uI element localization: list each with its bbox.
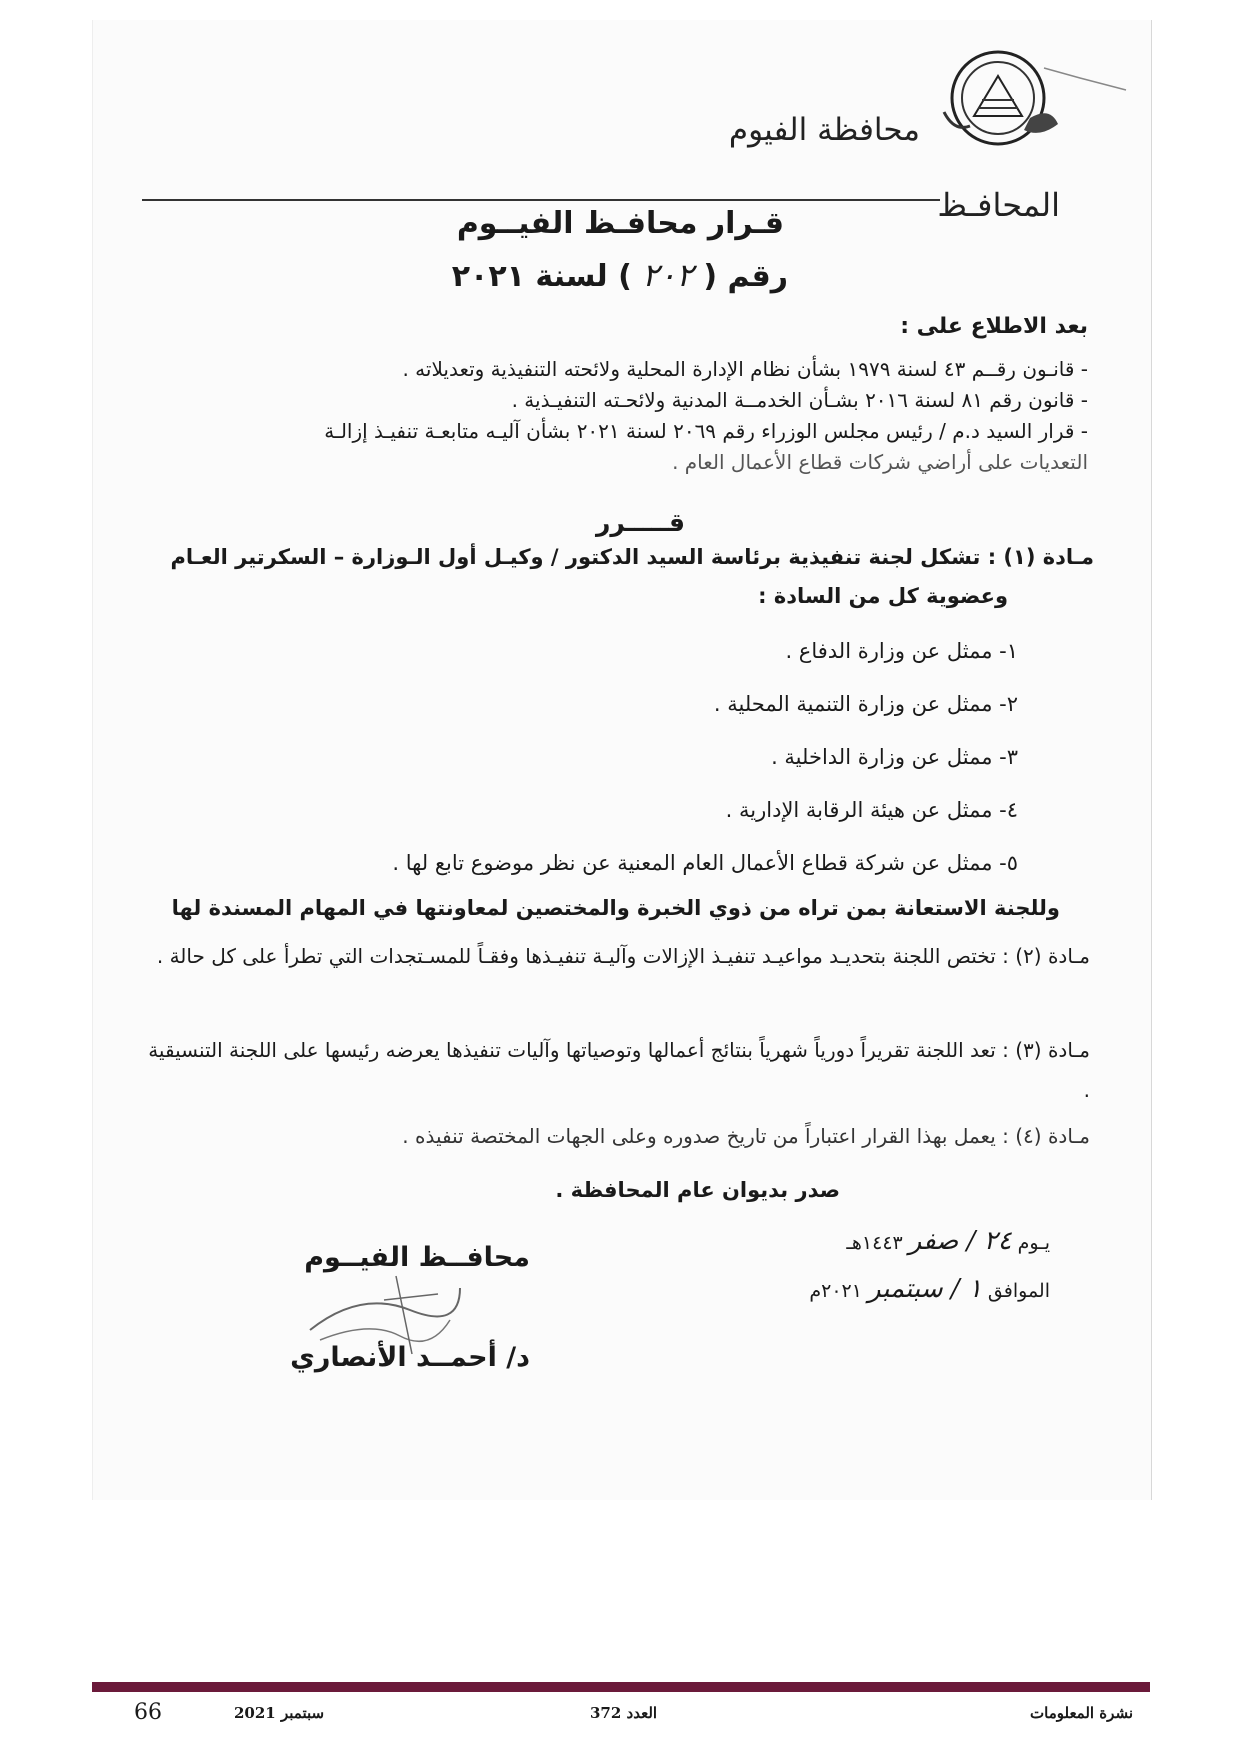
decree-number [452,256,788,294]
list-item: ٤- ممثل عن هيئة الرقابة الإدارية . [725,798,1018,822]
date-hijri [846,1226,1050,1256]
after-review-heading: بعد الاطلاع على : [900,314,1088,339]
scan-mark-icon [1040,60,1130,100]
list-item: - قرار السيد د.م / رئيس مجلس الوزراء رقم ٢٠٦٩ لسنة ٢٠٢١ بشأن آليـه متابعـة تنفيـذ إزالـة [324,419,1088,443]
decree-number-handwritten: ٢٠٢ [641,256,694,294]
decree-title: قـرار محافـظ الفيــوم [456,206,784,241]
footer-bar [92,1682,1150,1692]
decree-number-suffix: ) لسنة ٢٠٢١ [451,259,632,294]
list-item: التعديات على أراضي شركات قطاع الأعمال العام . [672,450,1088,474]
article-3: مـادة (٣) : تعد اللجنة تقريراً دورياً شهرياً بنتائج أعمالها وتوصياتها وآليات تنفيذها يعرضه رئيسها على اللجنة التنسيقية . [148,1038,1090,1102]
page-number: 66 [134,1700,162,1725]
list-item: - قانون رقم ٨١ لسنة ٢٠١٦ بشـأن الخدمــة المدنية ولائحـته التنفيـذية . [511,388,1088,412]
date-gregorian-prefix: الموافق [987,1280,1050,1302]
date-hijri-handwritten: ٢٤ / صفر [908,1226,1012,1256]
governorate-name: محافظة الفيوم [728,112,920,148]
issued-at: صدر بديوان عام المحافظة . [555,1178,840,1202]
date-gregorian-handwritten: ١ / سبتمبر [867,1274,982,1304]
date-gregorian [809,1274,1050,1304]
article-2: مـادة (٢) : تختص اللجنة بتحديـد مواعيـد تنفيـذ الإزالات وآليـة تنفيـذها وفقـاً للمسـتجدات التي تطرأ على كل حالة . [156,944,1090,968]
article-4: مـادة (٤) : يعمل بهذا القرار اعتباراً من تاريخ صدوره وعلى الجهات المختصة تنفيذه . [402,1124,1090,1148]
legal-basis-list [158,354,1088,478]
footer-issue: العدد 372 [590,1704,658,1722]
header-divider [142,199,940,201]
list-item: ٣- ممثل عن وزارة الداخلية . [771,745,1018,769]
footer-month: سبتمبر 2021 [234,1704,325,1722]
date-hijri-prefix: يـوم [1017,1232,1050,1254]
governor-title: المحافـظ [937,186,1060,224]
list-item: ٢- ممثل عن وزارة التنمية المحلية . [713,692,1018,716]
signature-name: د/ أحمــد الأنصاري [290,1342,530,1373]
decided-heading: قـــــرر [595,508,685,537]
list-item: - قانـون رقــم ٤٣ لسنة ١٩٧٩ بشأن نظام الإدارة المحلية ولائحته التنفيذية وتعديلاته . [402,357,1088,381]
article-1-tail: وعضوية كل من السادة : [758,584,1008,608]
list-item: ١- ممثل عن وزارة الدفاع . [785,639,1018,663]
date-gregorian-suffix: ٢٠٢١م [809,1280,862,1302]
committee-members-list [258,636,1018,901]
decree-number-prefix: رقم ( [703,259,788,294]
committee-assist-paragraph: وللجنة الاستعانة بمن تراه من ذوي الخبرة والمختصين لمعاونتها في المهام المسندة لها [171,896,1060,920]
list-item: ٥- ممثل عن شركة قطاع الأعمال العام المعنية عن نظر موضوع تابع لها . [392,851,1018,875]
signature-title: محافــظ الفيــوم [304,1242,530,1273]
article-1: مـادة (١) : تشكل لجنة تنفيذية برئاسة السيد الدكتور / وكيـل أول الـوزارة – السكرتير العـام [170,545,1094,569]
date-hijri-suffix: ١٤٤٣هـ [846,1232,903,1254]
footer-publication: نشرة المعلومات [1030,1704,1134,1722]
